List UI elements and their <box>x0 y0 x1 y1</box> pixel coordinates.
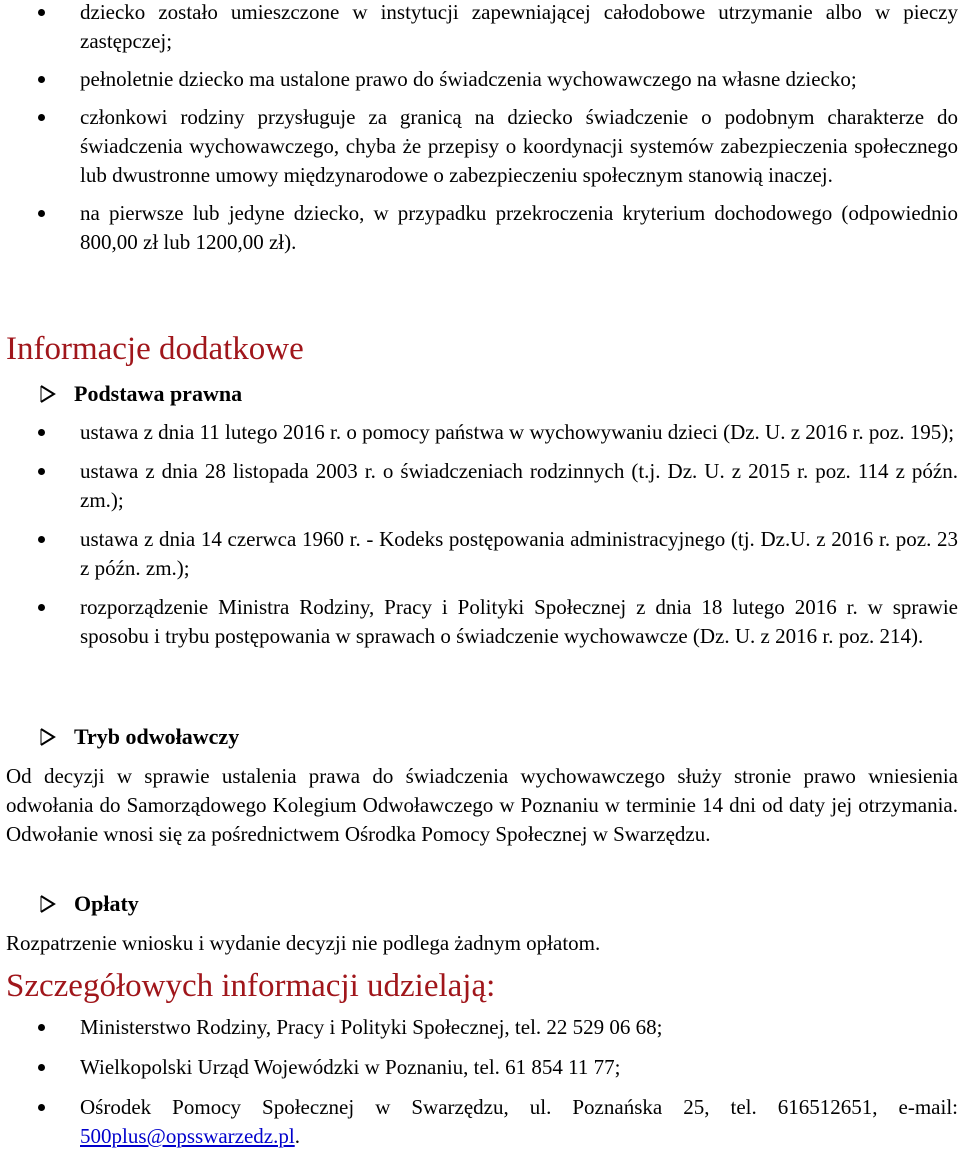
list-item-text: dziecko zostało umieszczone w instytucji zapewniającej całodobowe utrzymanie albo w pieczy zastępczej; <box>80 0 958 53</box>
appeal-paragraph: Od decyzji w sprawie ustalenia prawa do świadczenia wychowawczego służy stronie prawo wniesienia odwołania do Samorządowego Kolegium Odwoławczego w Poznaniu w terminie 14 dni od daty jej otrzymania. Odwołanie wnosi się za pośrednictwem Ośrodka Pomocy Społecznej w Swarzędzu. <box>6 764 958 846</box>
arrowhead-right-icon <box>40 380 74 408</box>
arrowhead-right-icon <box>40 723 74 751</box>
contacts-heading: Szczegółowych informacji udzielają: <box>6 968 496 1004</box>
list-item <box>0 418 960 447</box>
list-item <box>0 457 960 515</box>
bullet-icon <box>38 210 45 217</box>
list-item-text: Wielkopolski Urząd Wojewódzki w Poznaniu, tel. 61 854 11 77; <box>80 1055 621 1079</box>
bullet-icon <box>38 536 45 543</box>
fees-paragraph: Rozpatrzenie wniosku i wydanie decyzji nie podlega żadnym opłatom. <box>6 931 601 955</box>
bullet-icon <box>38 9 45 16</box>
bullet-icon <box>38 1064 45 1071</box>
list-item-text: Ministerstwo Rodziny, Pracy i Polityki Społecznej, tel. 22 529 06 68; <box>80 1015 663 1039</box>
bullet-icon <box>38 76 45 83</box>
list-item-text: rozporządzenie Ministra Rodziny, Pracy i Polityki Społecznej z dnia 18 lutego 2016 r. w sprawie sposobu i trybu postępowania w sprawach o świadczenie wychowawcze (Dz. U. z 2016 r. poz. 214). <box>80 595 958 648</box>
list-item-text: Ośrodek Pomocy Społecznej w Swarzędzu, ul. Poznańska 25, tel. 616512651, e-mail: <box>80 1095 958 1119</box>
fees-heading-text: Opłaty <box>74 891 139 916</box>
list-item <box>0 525 960 583</box>
list-item <box>0 1093 960 1151</box>
list-item <box>0 1053 960 1082</box>
contacts-list <box>0 1013 960 1151</box>
list-item <box>0 593 960 651</box>
email-link[interactable]: 500plus@opsswarzedz.pl <box>80 1124 295 1148</box>
list-item <box>0 0 960 56</box>
eligibility-exclusions-list <box>0 0 960 257</box>
arrowhead-right-icon <box>40 890 74 918</box>
bullet-icon <box>38 604 45 611</box>
list-item-text: pełnoletnie dziecko ma ustalone prawo do świadczenia wychowawczego na własne dziecko; <box>80 67 857 91</box>
bullet-icon <box>38 468 45 475</box>
legal-basis-heading-text: Podstawa prawna <box>74 381 243 406</box>
list-item-text: członkowi rodziny przysługuje za granicą na dziecko świadczenie o podobnym charakterze do świadczenia wychowawczego, chyba że przepisy o koordynacji systemów zabezpieczenia społecznego lub dwustronne umowy międzynarodowe o zabezpieczeniu społecznym stanowią inaczej. <box>80 105 958 187</box>
list-item <box>0 103 960 190</box>
list-item <box>0 65 960 94</box>
fees-heading <box>40 890 139 918</box>
email-suffix: . <box>294 1124 300 1148</box>
list-item-text: ustawa z dnia 11 lutego 2016 r. o pomocy państwa w wychowywaniu dzieci (Dz. U. z 2016 r. poz. 195); <box>80 420 955 444</box>
bullet-icon <box>38 1104 45 1111</box>
list-item-text: ustawa z dnia 14 czerwca 1960 r. - Kodeks postępowania administracyjnego (tj. Dz.U. z 2016 r. poz. 23 z późn. zm.); <box>80 527 958 580</box>
bullet-icon <box>38 1024 45 1031</box>
appeal-heading <box>40 723 239 751</box>
legal-basis-heading <box>40 380 242 408</box>
legal-basis-list <box>0 418 960 651</box>
list-item <box>0 199 960 257</box>
appeal-heading-text: Tryb odwoławczy <box>74 724 240 749</box>
additional-info-heading: Informacje dodatkowe <box>6 331 304 367</box>
bullet-icon <box>38 429 45 436</box>
list-item <box>0 1013 960 1042</box>
bullet-icon <box>38 114 45 121</box>
list-item-text: na pierwsze lub jedyne dziecko, w przypadku przekroczenia kryterium dochodowego (odpowiednio 800,00 zł lub 1200,00 zł). <box>80 201 958 254</box>
list-item-text: ustawa z dnia 28 listopada 2003 r. o świadczeniach rodzinnych (t.j. Dz. U. z 2015 r. poz. 114 z późn. zm.); <box>80 459 958 512</box>
